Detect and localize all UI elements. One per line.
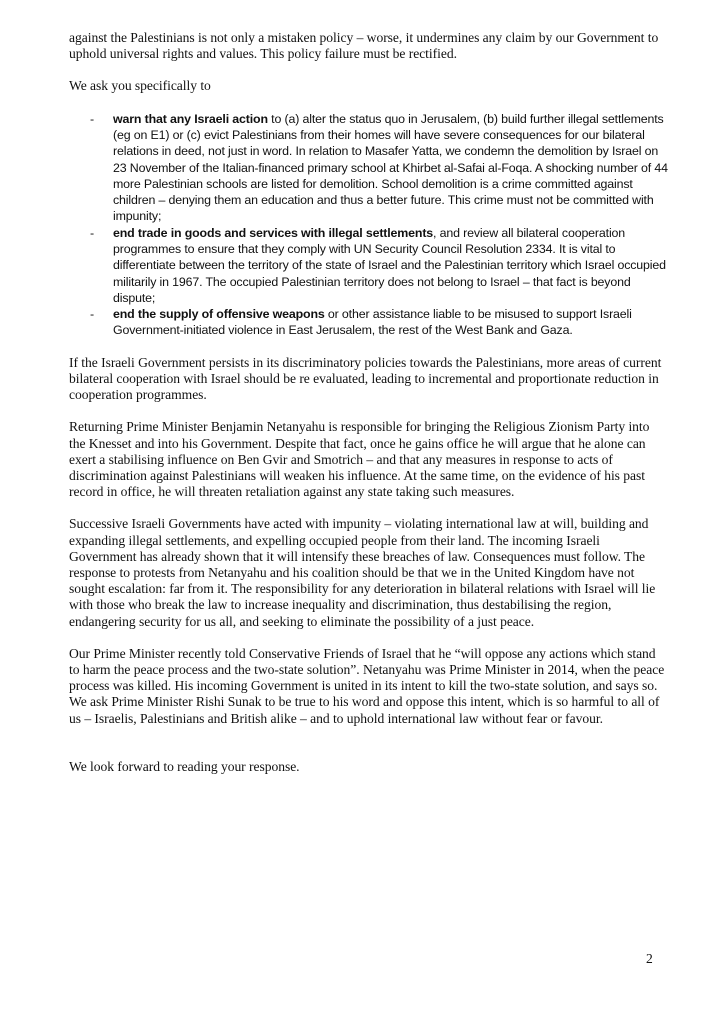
paragraph-impunity: Successive Israeli Governments have acted with impunity – violating international law at will, building and expanding illegal settlements, and expelling occupied people from their land. The incoming Israeli Government has already shown that it will intensify these breaches of law. Consequences must follow. The response to protests from Netanyahu and his coalition should be that we in the United Kingdom have not sought escalation: far from it. The responsibility for any deterioration in bilateral relations with Israel will lie with those who break the law to increase inequality and discrimination, thus destabilising the region, endangering security for us all, and seeking to eliminate the possibility of a just peace. <box>69 516 656 629</box>
paragraph-request-intro: We ask you specifically to <box>69 78 211 94</box>
page-number: 2 <box>646 951 653 966</box>
bullet-text: , and review all bilateral cooperation programmes to ensure that they comply with UN Security Council Resolution 2334. It is vital to differentiate between the territory of the state of Israel and the Palestinian territory which Israel occupied militarily in 1967. The occupied Palestinian territory does not belong to Israel – that fact is beyond dispute; <box>113 225 666 305</box>
paragraph-prime-minister: Our Prime Minister recently told Conservative Friends of Israel that he “will oppose any actions which stand to harm the peace process and the two-state solution”. Netanyahu was Prime Minister in 2014, when the peace process was killed. His incoming Government is united in its intent to kill the two-state solution, and says so. We ask Prime Minister Rishi Sunak to be true to his word and oppose this intent, which is so harmful to all of us – Israelis, Palestinians and British alike – and to uphold international law without fear or favour. <box>69 645 665 726</box>
list-item <box>69 111 669 225</box>
bullet-bold-lead: end trade in goods and services with illegal settlements <box>113 225 434 240</box>
bullet-dash: - <box>90 225 94 240</box>
bullet-dash: - <box>90 111 94 126</box>
bullet-bold-lead: end the supply of offensive weapons <box>113 307 325 322</box>
request-list <box>69 111 669 339</box>
paragraph-netanyahu: Returning Prime Minister Benjamin Netanyahu is responsible for bringing the Religious Zionism Party into the Knesset and into his Government. Despite that fact, once he gains office he will argue that he alone can exert a stabilising influence on Ben Gvir and Smotrich – and that any measures in response to acts of discrimination against Palestinians will weaken his influence. At the same time, on the evidence of his past record in office, he will threaten retaliation against any state taking such measures. <box>69 419 650 500</box>
list-item <box>69 225 669 306</box>
bullet-text: or other assistance liable to be misused to support Israeli Government-initiated violence in East Jerusalem, the rest of the West Bank and Gaza. <box>113 307 632 338</box>
paragraph-cooperation-review: If the Israeli Government persists in its discriminatory policies towards the Palestinians, more areas of current bilateral cooperation with Israel should be re evaluated, leading to incremental and proportionate reduction in cooperation programmes. <box>69 354 662 403</box>
bullet-dash: - <box>90 307 94 322</box>
list-item <box>69 306 669 339</box>
paragraph-policy-failure: against the Palestinians is not only a mistaken policy – worse, it undermines any claim by our Government to uphold universal rights and values. This policy failure must be rectified. <box>69 30 659 62</box>
document-page <box>69 30 669 775</box>
bullet-bold-lead: warn that any Israeli action <box>113 111 268 126</box>
closing-line: We look forward to reading your response. <box>69 758 300 774</box>
bullet-text: to (a) alter the status quo in Jerusalem, (b) build further illegal settlements (eg on E1) or (c) evict Palestinians from their homes will have severe consequences for our bilateral relations in deed, not just in word. In relation to Masafer Yatta, we condemn the demolition by Israel on 23 November of the Italian-financed primary school at Khirbet al-Safai al-Foqa. A shocking number of 44 more Palestinian schools are listed for demolition. School demolition is a crime committed against children – denying them an education and thus a better future. This crime must not be committed with impunity; <box>113 111 668 224</box>
